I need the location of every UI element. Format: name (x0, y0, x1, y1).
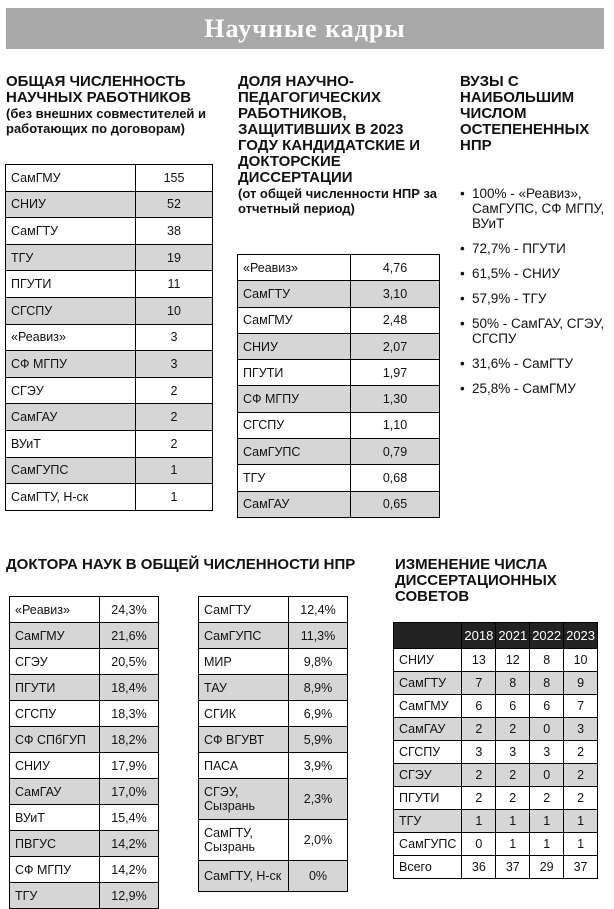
table-row (394, 741, 598, 764)
row-value: 12,4% (289, 597, 348, 623)
table-row (10, 649, 159, 675)
row-value: 17,0% (100, 779, 159, 805)
row-label: СГСПУ (10, 701, 100, 727)
row-label: СГЭУ (10, 649, 100, 675)
table-row (6, 244, 213, 271)
row-label: СамГУПС (6, 457, 136, 484)
row-value: 2 (564, 764, 598, 787)
sec4-table-left (9, 596, 159, 909)
row-label: СамГУПС (199, 623, 289, 649)
row-value: 8 (496, 672, 530, 695)
table-row (10, 831, 159, 857)
row-value: 38 (136, 218, 213, 245)
row-value: 2 (530, 787, 564, 810)
row-value: 13 (462, 649, 496, 672)
table-row (10, 857, 159, 883)
row-label: СГСПУ (238, 412, 351, 438)
row-value: 7 (462, 672, 496, 695)
row-value: 3 (530, 741, 564, 764)
row-value: 4,76 (351, 255, 440, 281)
row-value: 19 (136, 244, 213, 271)
table-row (199, 820, 348, 861)
row-value: 1 (136, 457, 213, 484)
sec3-title: ВУЗЫ С НАИБОЛЬШИМ ЧИСЛОМ ОСТЕПЕНЕННЫХ НПР (460, 73, 590, 154)
row-label: ПГУТИ (238, 360, 351, 386)
table-row (199, 753, 348, 779)
row-label: СГЭУ (6, 377, 136, 404)
row-value: 8 (530, 672, 564, 695)
table-row (238, 439, 440, 465)
row-value: 2 (462, 764, 496, 787)
row-label: СГИК (199, 701, 289, 727)
sec2-header (238, 74, 438, 216)
table-row (394, 672, 598, 695)
table-row (199, 649, 348, 675)
row-value: 7 (564, 695, 598, 718)
row-value: 1 (136, 484, 213, 511)
page-title: Научные кадры (6, 8, 604, 49)
row-value: 12 (496, 649, 530, 672)
table-row (199, 727, 348, 753)
table-row (6, 165, 213, 192)
row-label: СГСПУ (394, 741, 462, 764)
table-row (10, 675, 159, 701)
row-value: 52 (136, 191, 213, 218)
row-label: СамГМУ (238, 307, 351, 333)
row-value: 1,97 (351, 360, 440, 386)
table-row (238, 281, 440, 307)
row-label: ТГУ (10, 883, 100, 909)
row-value: 3,9% (289, 753, 348, 779)
row-value: 5,9% (289, 727, 348, 753)
table-row (394, 810, 598, 833)
table-row (6, 484, 213, 511)
row-value: 12,9% (100, 883, 159, 909)
row-value: 3 (136, 324, 213, 351)
row-value: 2 (564, 741, 598, 764)
table-row (238, 465, 440, 491)
table-row (10, 623, 159, 649)
table-row (6, 271, 213, 298)
row-label: СамГТУ, Н-ск (6, 484, 136, 511)
row-label: СФ МГПУ (238, 386, 351, 412)
row-label: СамГМУ (10, 623, 100, 649)
table-row (238, 333, 440, 359)
row-label: СамГАУ (394, 718, 462, 741)
row-label: СФ СПбГУП (10, 727, 100, 753)
row-value: 3,10 (351, 281, 440, 307)
table-row (6, 430, 213, 457)
sec1-header (6, 74, 221, 136)
row-value: 6 (462, 695, 496, 718)
table-row (394, 787, 598, 810)
row-value: 6,9% (289, 701, 348, 727)
list-item: • 72,7% - ПГУТИ (460, 241, 608, 256)
row-label: СамГАУ (6, 404, 136, 431)
row-label: СамГТУ (6, 218, 136, 245)
table-row (238, 491, 440, 517)
year-header: 2022 (530, 623, 564, 649)
row-label: СФ ВГУВТ (199, 727, 289, 753)
row-value: 6 (496, 695, 530, 718)
row-label: СНИУ (6, 191, 136, 218)
row-value: 10 (136, 297, 213, 324)
row-value: 2,48 (351, 307, 440, 333)
sec2-table (237, 254, 440, 518)
table-header-row (394, 623, 598, 649)
table-row (10, 701, 159, 727)
table-row (6, 351, 213, 378)
row-value: 2,0% (289, 820, 348, 861)
row-value: 36 (462, 856, 496, 879)
table-row (6, 218, 213, 245)
row-label: ПАСА (199, 753, 289, 779)
sec1-subtitle: (без внешних совместителей и работающих по договорам) (6, 106, 207, 136)
list-item: • 31,6% - СамГТУ (460, 356, 608, 371)
year-header: 2021 (496, 623, 530, 649)
row-label: ТГУ (6, 244, 136, 271)
row-value: 10 (564, 649, 598, 672)
row-value: 3 (462, 741, 496, 764)
row-label: СНИУ (238, 333, 351, 359)
row-value: 1 (496, 810, 530, 833)
row-value: 14,2% (100, 831, 159, 857)
row-label: ПГУТИ (6, 271, 136, 298)
table-row (199, 675, 348, 701)
row-value: 1 (564, 810, 598, 833)
row-value: 2 (496, 787, 530, 810)
row-value: 37 (496, 856, 530, 879)
table-row (238, 360, 440, 386)
row-value: 29 (530, 856, 564, 879)
row-label: ТГУ (394, 810, 462, 833)
row-value: 0 (530, 764, 564, 787)
row-value: 14,2% (100, 857, 159, 883)
row-value: 2 (136, 377, 213, 404)
sec5-title: ИЗМЕНЕНИЕ ЧИСЛА ДИССЕРТАЦИОННЫХ СОВЕТОВ (395, 556, 557, 605)
row-label: СамГТУ (394, 672, 462, 695)
table-row (6, 324, 213, 351)
sec5-table (393, 622, 598, 879)
table-row (6, 457, 213, 484)
table-row (238, 412, 440, 438)
row-value: 2 (496, 764, 530, 787)
row-value: 18,2% (100, 727, 159, 753)
row-value: 2 (462, 787, 496, 810)
row-label: СГСПУ (6, 297, 136, 324)
year-header: 2023 (564, 623, 598, 649)
row-value: 1,30 (351, 386, 440, 412)
row-label: Всего (394, 856, 462, 879)
row-value: 2 (462, 718, 496, 741)
list-item: • 61,5% - СНИУ (460, 266, 608, 281)
table-row (394, 856, 598, 879)
row-value: 18,4% (100, 675, 159, 701)
row-label: СамГАУ (10, 779, 100, 805)
row-label: ВУиТ (10, 805, 100, 831)
sec3-list (460, 186, 608, 406)
list-item: • 50% - СамГАУ, СГЭУ, СГСПУ (460, 316, 608, 346)
table-row (238, 307, 440, 333)
row-value: 2 (564, 787, 598, 810)
row-label: «Реавиз» (10, 597, 100, 623)
row-value: 0 (462, 833, 496, 856)
row-label: СамГМУ (394, 695, 462, 718)
row-value: 0% (289, 861, 348, 892)
table-row (6, 191, 213, 218)
row-label: СамГТУ, Сызрань (199, 820, 289, 861)
row-label: ПГУТИ (10, 675, 100, 701)
sec4-table-right (198, 596, 348, 892)
row-label: СамГТУ, Н-ск (199, 861, 289, 892)
row-label: СФ МГПУ (10, 857, 100, 883)
table-row (10, 753, 159, 779)
list-item: • 25,8% - СамГМУ (460, 381, 608, 396)
row-value: 37 (564, 856, 598, 879)
row-value: 18,3% (100, 701, 159, 727)
row-value: 2,07 (351, 333, 440, 359)
sec1-table (5, 164, 213, 511)
row-value: 0,79 (351, 439, 440, 465)
sec4-title: ДОКТОРА НАУК В ОБЩЕЙ ЧИСЛЕННОСТИ НПР (6, 556, 356, 573)
row-value: 21,6% (100, 623, 159, 649)
row-label: ПГУТИ (394, 787, 462, 810)
row-value: 24,3% (100, 597, 159, 623)
row-label: СамГУПС (238, 439, 351, 465)
table-row (199, 701, 348, 727)
list-item: • 57,9% - ТГУ (460, 291, 608, 306)
sec2-title: ДОЛЯ НАУЧНО-ПЕДАГОГИЧЕСКИХ РАБОТНИКОВ, ЗАЩИТИВШИХ В 2023 ГОДУ КАНДИДАТСКИЕ И ДОКТОРСКИЕ ДИССЕРТАЦИИ (238, 73, 421, 186)
row-value: 8,9% (289, 675, 348, 701)
row-label: СамГАУ (238, 491, 351, 517)
row-value: 9 (564, 672, 598, 695)
table-row (238, 255, 440, 281)
row-label: ТГУ (238, 465, 351, 491)
row-value: 17,9% (100, 753, 159, 779)
table-row (10, 779, 159, 805)
row-value: 1 (496, 833, 530, 856)
row-label: СамГУПС (394, 833, 462, 856)
row-value: 6 (530, 695, 564, 718)
row-value: 3 (496, 741, 530, 764)
row-value: 1 (530, 810, 564, 833)
table-row (10, 597, 159, 623)
row-value: 1,10 (351, 412, 440, 438)
table-row (10, 805, 159, 831)
row-value: 15,4% (100, 805, 159, 831)
row-label: СНИУ (394, 649, 462, 672)
row-value: 3 (136, 351, 213, 378)
row-value: 11 (136, 271, 213, 298)
row-value: 0,65 (351, 491, 440, 517)
row-label: ВУиТ (6, 430, 136, 457)
table-row (394, 695, 598, 718)
year-header: 2018 (462, 623, 496, 649)
table-row (10, 883, 159, 909)
row-value: 20,5% (100, 649, 159, 675)
row-value: 1 (462, 810, 496, 833)
table-row (394, 764, 598, 787)
row-value: 1 (530, 833, 564, 856)
sec2-subtitle: (от общей численности НПР за отчетный период) (238, 186, 437, 216)
list-item: • 100% - «Реавиз», СамГУПС, СФ МГПУ, ВУиТ (460, 186, 608, 231)
table-row (394, 833, 598, 856)
table-row (394, 718, 598, 741)
table-row (6, 377, 213, 404)
row-value: 2 (136, 430, 213, 457)
row-label: СамГТУ (238, 281, 351, 307)
row-value: 11,3% (289, 623, 348, 649)
table-row (10, 727, 159, 753)
table-row (199, 623, 348, 649)
row-value: 2 (136, 404, 213, 431)
row-label: ПВГУС (10, 831, 100, 857)
row-label: СГЭУ (394, 764, 462, 787)
row-value: 2,3% (289, 779, 348, 820)
row-label: ТАУ (199, 675, 289, 701)
table-row (6, 297, 213, 324)
row-value: 0,68 (351, 465, 440, 491)
table-row (199, 779, 348, 820)
row-value: 0 (530, 718, 564, 741)
row-label: «Реавиз» (238, 255, 351, 281)
table-row (6, 404, 213, 431)
row-label: СамГМУ (6, 165, 136, 192)
row-value: 3 (564, 718, 598, 741)
row-label: СГЭУ, Сызрань (199, 779, 289, 820)
table-row (199, 597, 348, 623)
sec1-title: ОБЩАЯ ЧИСЛЕННОСТЬ НАУЧНЫХ РАБОТНИКОВ (6, 73, 192, 106)
table-row (394, 649, 598, 672)
row-label: МИР (199, 649, 289, 675)
row-value: 1 (564, 833, 598, 856)
row-label: СФ МГПУ (6, 351, 136, 378)
table-row (238, 386, 440, 412)
row-label: «Реавиз» (6, 324, 136, 351)
row-value: 9,8% (289, 649, 348, 675)
row-value: 155 (136, 165, 213, 192)
row-label: СНИУ (10, 753, 100, 779)
row-value: 8 (530, 649, 564, 672)
row-value: 2 (496, 718, 530, 741)
table-row (199, 861, 348, 892)
row-label: СамГТУ (199, 597, 289, 623)
header-blank (394, 623, 462, 649)
